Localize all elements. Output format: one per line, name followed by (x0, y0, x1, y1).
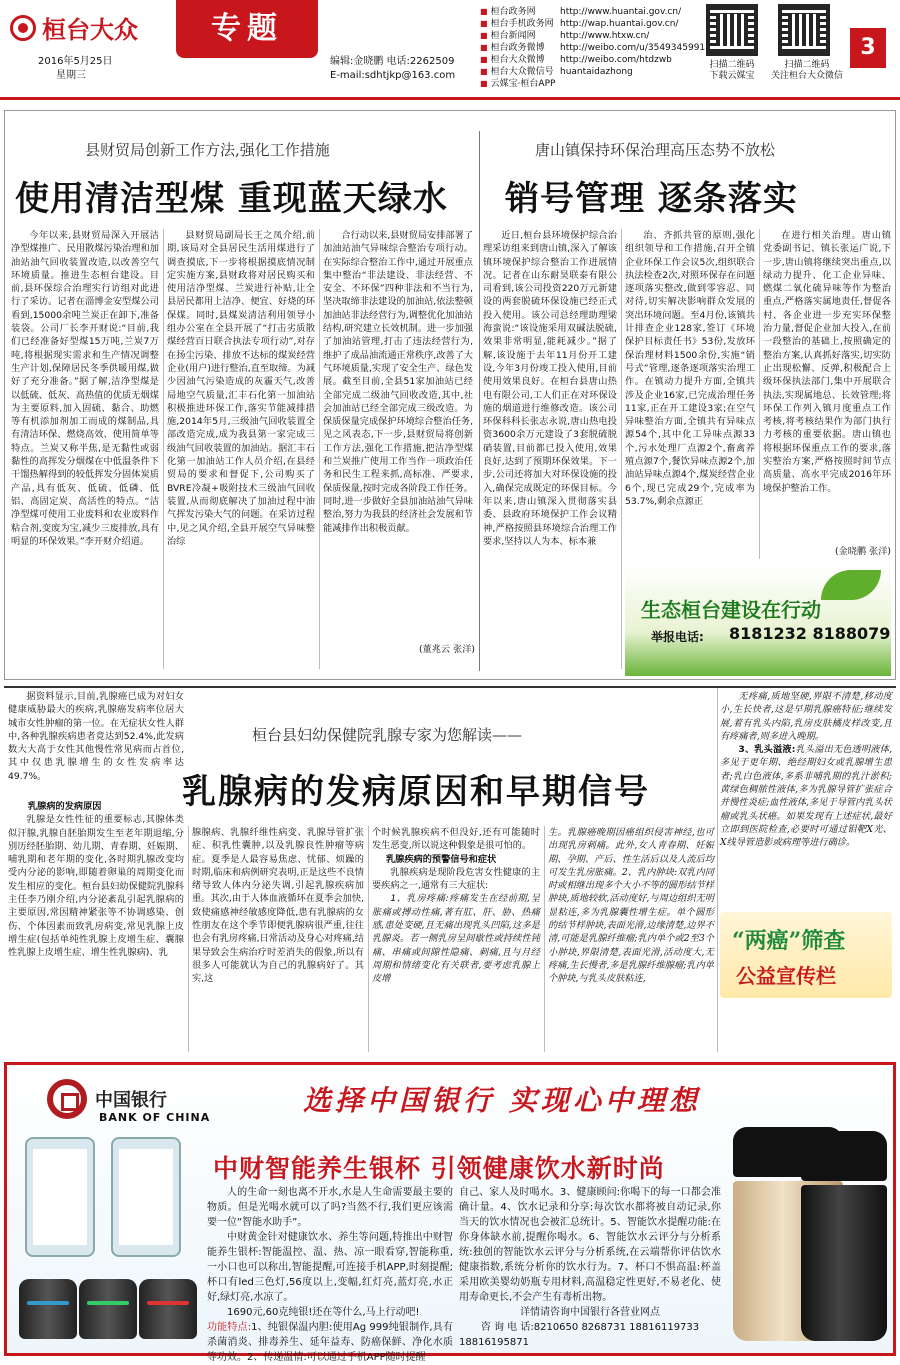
cup-icon (139, 1279, 197, 1339)
ad-body: 人的生命一刻也离不开水,水是人生命需要最主要的物质。但是光喝水就可以了吗?当然不行,我们更应该需要一位“智能水助手”。 中财黄金针对健康饮水、养生等问题,特推出中财智能养生银杯:智能温控、温、热、凉一眼看穿,智能称重,一小口也可以称出,智能提醒,可连接手机APP,时刻提醒;杯口有led三色灯,56度以上,变幅,红灯亮,蓝灯亮,水正好,绿灯亮,水凉了。 1690元,60克纯银!还在等什么,马上行动吧! 功能特点:1、纯银保温内胆:使用Ag 999纯银制作,具有杀菌消炎、排毒养生、延年益寿、防癌保鲜、净化水质等功效。2、传递温情:可以通过手机APP随时提醒 (207, 1187, 453, 1363)
newspaper-logo (10, 10, 138, 45)
editor-line: 编辑:金晓鹏 电话:2262509 (330, 56, 455, 67)
contact-link[interactable]: http://www.htxw.cn/ (560, 31, 650, 41)
hotline-numbers: 8181232 8188079 (729, 624, 891, 643)
ad-body: 自己、家人及时喝水。3、健康顾问:你喝下的每一口都会准确计量。4、饮水记录和分享:每次饮水都将被自动记录,你当天的饮水情况也会被汇总统计。5、智能饮水提醒功能:在你身体缺水前,提醒你喝水。6、智能饮水云评分与分析系统:独创的智能饮水云评分与分析系统,在云端帮你评估饮水健康指数,系统分析你的饮水行为。7、杯口不惧高温:杯盖采用欧美婴幼奶瓶专用材料,高温稳定性更好,不易老化、使用寿命更长,不会产生有毒析出物。 详情请咨询中国银行各营业网点 咨 询 电 话:8210650 8268731 18816119733 18816195871 (459, 1187, 721, 1348)
contact-link[interactable]: http://weibo.com/htdzwb (560, 55, 672, 65)
logo-icon (10, 15, 36, 41)
feature-label: 功能特点: (207, 1322, 252, 1333)
bank-advertisement (4, 1062, 896, 1363)
qr-caption: 扫描二维码 关注桓台大众微信 (770, 60, 843, 81)
article-column: 合行动以来,县财贸局安排部署了加油站油气异味综合整治专项行动。在实际综合整治工作中,通过开展重点集中整治“非法建设、非法经营、不安全、不环保”四种非法和不当行为,坚决取缔非法建设的加油站,依法整顿加油站非法经营行为,调整优化加油站结构,研究建立长效机制。进一步加强了加油站管理,打击了违法经营行为,维护了成品油流通正常秩序,改善了大气环境质量,实现了安全生产、绿色发展。截至目前,全县51家加油站已经全部完成二级油气回收改造,其中,社会加油站已经全部完成三级改造。为保质保量完成保护环境综合整治任务,见之风表态,下一步,县财贸局将创新工作方法,强化工作措施,把洁净型煤和兰炭推广使用工作当作一项政治任务和民生工程来抓,高标准、严要求,保质保量,按时完成各阶段工作任务。同时,进一步做好全县加油站油气异味整治,努力为我县的经济社会发展和节能减排作出积极贡献。 (323, 230, 473, 534)
section-subhead: 乳腺疾病的预警信号和症状 (386, 853, 497, 865)
bank-logo-icon (47, 1079, 87, 1119)
cup-icon (19, 1279, 77, 1339)
bank-name-en: BANK OF CHINA (99, 1111, 211, 1124)
article-kicker: 县财贸局创新工作方法,强化工作措施 (85, 141, 330, 159)
section-subhead: 3、乳头溢液: (738, 744, 796, 756)
section-subhead: 乳腺病的发病原因 (28, 801, 102, 812)
health-section (4, 686, 896, 1056)
contact-row: ■ 桓台政务微博 http://weibo.com/u/3549345991 (480, 42, 710, 54)
article-column: 治、齐抓共管的原则,强化组织领导和工作措施,召开全镇企业环保工作会议5次,组织联合执法检查2次,对照环保存在问题逐项落实整改,做到零容忍、同对待,切实解决影响群众发展的突出环境问题。至4月份,该镇共计排查企业128家,签订《环境保护目标责任书》53份,发放环保治理材料1500余份,实施“销号式”管理,逐条逐项落实治理工作。在镇动力提升方面,全镇共涉及企业16家,已完成治理任务11家,正在开工建设3家;在空气异味整治方面,全镇共有异味点源54个,其中化工异味点源33个,污水处理厂点源2个,畜禽养殖点源7个,餐饮异味点源2个,加油站异味点源4个,煤炭经营企业6个,现已完成29个,完成率为53.7%,剩余点源正 (625, 230, 755, 507)
environment-section (4, 110, 896, 680)
ad-contact: 详情请咨询中国银行各营业网点 (520, 1307, 660, 1318)
contact-row: ■ 桓台大众微信号 huantaidazhong (480, 66, 710, 78)
qr-code-icon[interactable] (778, 4, 830, 56)
ad-contact: 咨 询 电 话:8210650 8268731 18816119733 (480, 1322, 700, 1333)
editor-info (330, 55, 455, 83)
article-column: 据资料显示,目前,乳腺癌已成为对妇女健康威胁最大的疾病,乳腺癌发病率位居大城市女性肿瘤的第一位。在无症状女性人群中,各种乳腺疾病患者竟达到52.4%,此发病数大大高于女性其他慢性常见病而占首位,其中仅患乳腺增生的女性发病率达49.7%。 (8, 691, 184, 782)
qr-code-icon[interactable] (706, 4, 758, 56)
article-column: 生。乳腺癌晚期因癌组织侵害神经,也可出现乳房刺痛。此外,女人青春期、妊娠期、孕期、产后、性生活后以及人流后均可发生乳房胀痛。2、乳内肿块:双乳内同时或相继出现多个大小不等的圆形结节样肿块,质地较软,活动度好,与周边组织无明显粘连,多为乳腺囊性增生症。单个圆形的结节样肿块,表面光滑,边缘清楚,边界不清,可能是乳腺纤维瘤;乳内单个或2至3个小肿块,界限清楚,表面光滑,活动度大,无疼痛,生长慢者,多是乳腺纤维腺瘤;乳内单个肿块,与乳头皮肤粘连, (548, 827, 714, 985)
article-headline: 使用清洁型煤 重现蓝天绿水 (15, 179, 448, 219)
contact-row: ■ 桓台新闻网 http://www.htxw.cn/ (480, 30, 710, 42)
banner-title: 生态桓台建设在行动 (641, 598, 821, 622)
section-tab: 专题 (176, 0, 318, 58)
article-headline: 销号管理 逐条落实 (505, 179, 798, 219)
contact-row: ■ 桓台政务网 http://www.huantai.gov.cn/ (480, 6, 710, 18)
logo-text: 桓台大众 (42, 15, 138, 44)
contact-row: ■ 桓台手机政务网 http://wap.huantai.gov.cn/ (480, 18, 710, 30)
phone-icon (111, 1137, 181, 1257)
contact-value: huantaidazhong (560, 67, 633, 77)
date-text: 2016年5月25日 (38, 56, 113, 67)
contact-link[interactable]: http://wap.huantai.gov.cn/ (560, 19, 679, 29)
article-kicker: 桓台县妇幼保健院乳腺专家为您解读—— (252, 726, 523, 744)
contact-list (480, 6, 710, 90)
bank-name: 中国银行 (95, 1090, 167, 1111)
article-column: 近日,桓台县环境保护综合治理采访组来到唐山镇,深入了解该镇环境保护综合整治工作进展情况。记者在山东耐昊联泰有限公司看到,该公司投资220万元新建设的两套脱硫环保设施已经正式投入使用。该公司总经理助理梁海蛮说:“该设施采用双碱法脱硫,效果非常明显,能耗减少。”据了解,该设施于去年11月份开工建设,今年3月份竣工投入使用,目前使用效果良好。在桓台县唐山热电有限公司,工人们正在对环保设施的烟道进行维修改造。该公司环保科科长张志永说,唐山热电投资3600余万元建设了3套脱硫脱硝装置,目前都已投入使用,效果良好,达到了预期环保效果。下一步,公司还将加大对环保设施的投入,确保完成既定的环保目标。今年以来,唐山镇深入贯彻落实县委、县政府环境保护工作会议精神,严格按照县环境综合治理工作要求,坚持以人为本、标本兼 (483, 230, 617, 547)
contact-link[interactable]: http://www.huantai.gov.cn/ (560, 7, 682, 17)
leaf-icon (821, 570, 881, 600)
qr-caption: 扫描二维码 下载云媒宝 (709, 60, 755, 81)
contact-row: ■ 桓台大众微博 http://weibo.com/htdzwb (480, 54, 710, 66)
article-column: 无疼痛,质地坚硬,界限不清楚,移动度小,生长快者,这是早期乳腺癌特征;继续发展,着有乳头内陷,乳房皮肤橘皮样改变,且有疼痛者,则多进入晚期。 3、乳头溢液:乳头溢出无色透明液体,多见于更年期、绝经期妇女或乳腺增生患者;乳白色液体,多系非哺乳期的乳汁淤积;黄绿色稠脓性液体,多为乳腺导管扩张症合并慢性炎症;血性液体,多见于导管内乳头状瘤或乳头状癌。如果发现有上述症状,最好立即到医院检查,必要时可通过钼靶X光、X线导管造影或病理等进行确诊。 (720, 691, 892, 849)
issue-date (38, 55, 113, 83)
article-byline: (金晓鹏 张洋) (834, 546, 891, 557)
article-column: 腺腺病、乳腺纤维性病变、乳腺导管扩张症、积乳性囊肿,以及乳腺良性肿瘤等病症。夏季是人最容易焦虑、忧郁、烦躁的时期,临床和病例研究表明,正是这些不良情绪导致人体内分泌失调,引起乳腺疾病加重。其次,由于人体血液循环在夏季会加快,致使痛感神经敏感度降低,患有乳腺病的女性朋友在这个季节即便乳腺病很严重,往往也会有乳房疼痛,日常活动及身心对疼痛,结果导致会生病治疗时差消失的假象,所以有很多人可能就认为自己的乳腺病好了。其实,这 (192, 827, 364, 985)
masthead (0, 0, 900, 100)
screening-banner (720, 912, 892, 998)
article-column: 乳腺病的发病原因 乳腺是女性性征的重要标志,其腺体类似汗腺,乳腺自胚胎期发生至老年期退缩,分别历经胚胎期、幼儿期、青春期、妊娠期、哺乳期和老年期的变化,各时期乳腺改变均受内分泌的影响,即随着卵巢的周期变化而发生相应的变化。桓台县妇幼保健院乳腺科主任李乃刚介绍,内分泌紊乱引起乳腺病的主要原因,常因精神紧张等不协调感染、创伤、个体因素而致乳房病变,常见乳腺上皮增生症(包括单纯性乳腺上皮增生症、囊腺性乳腺上皮增生症、增生性乳腺病)、乳 (8, 801, 184, 959)
page-number: 3 (850, 28, 886, 68)
article-kicker: 唐山镇保持环保治理高压态势不放松 (535, 141, 776, 159)
cup-icon (79, 1279, 137, 1339)
article-column: 在进行相关治理。唐山镇党委副书记、镇长张运广说,下一步,唐山镇将继续突出重点,以绿动力提升、化工企业异味、燃煤二氧化硫异味等作为整治重点,严格落实属地责任,督促各村、各企业进一步充实环保整治力量,督促企业加大投入,在前一段整治的基础上,按照确定的整治方案,认真抓好落实,切实防止出现松懈、反弹,积极配合上级环保执法部门,集中开展联合执法,实现属地总、长效管理;将环保工作列入镇月度重点工作考核,将考核结果作为部门执行力考核的重要依据。唐山镇也将根据环保重点工作的要求,落实整治方案,严格按照时间节点高质量、高水平完成2016年环境保护整治工作。 (763, 230, 891, 494)
hotline-label: 举报电话: (651, 630, 704, 644)
ad-title: 中财智能养生银杯 引领健康饮水新时尚 (213, 1154, 665, 1183)
bottle-icon (801, 1131, 887, 1341)
ad-contact: 18816195871 (459, 1337, 529, 1348)
weekday-text: 星期三 (56, 70, 86, 81)
banner-line: 公益宣传栏 (736, 964, 836, 988)
article-byline: (董兆云 张洋) (418, 644, 475, 655)
product-illustration (15, 1129, 193, 1353)
article-headline: 乳腺病的发病原因和早期信号 (182, 772, 650, 812)
article-column: 个时候乳腺疾病不但没好,还有可能随时发生恶变,所以说这种假象是很可怕的。 乳腺疾病的预警信号和症状 乳腺疾病是现阶段危害女性健康的主要疾病之一,通常有三大症状: 1、乳房疼痛:疼痛发生在经前期,呈胀痛或搏动性痛,著有肛、肝、胁、热痛感,患处变硬,且无痛出现乳头凹陷,这多是乳腺炎。若一侧乳房呈间歇性或持续性钝痛、串痛或间隙性隐痛、刺痛,且与月经周期和情绪变化有关联者,要考虑乳腺上皮增 (372, 827, 540, 985)
article-column: 县财贸局副局长王之凤介绍,前期,该局对全县居民生活用煤进行了调查摸底,下一步将根据摸底情况制定实施方案,县财政将对居民购买和使用洁净型煤、兰炭进行补贴,让全县居民都用上洁净、便宜、好烧的环保煤。同时,县煤炭清洁利用领导小组办公室在全县开展了“打击劣质散煤经营百日联合执法专项行动”,对存在扬尘污染、排放不达标的煤炭经营企业(用户)进行整治,直至取缔。为减少因油气污染造成的灰霾天气,改善局地空气质量,汇丰石化第一加油站积极推进环保工作,落实节能减排措施,2014年5月,三级油气回收装置全部改造完成,成为我县第一家完成三级油气回收装置的加油站。据汇丰石化第一加油站工作人员介绍,在县经贸局的要求和督促下,公司购买了BVRE冷凝+吸附技术三级油气回收装置,从而彻底解决了加油过程中油气挥发污染大气的问题。在采访过程中,见之风介绍,全县开展空气异味整治综 (167, 230, 315, 547)
contact-link[interactable]: http://weibo.com/u/3549345991 (560, 43, 706, 53)
ad-slogan: 选择中国银行 实现心中理想 (303, 1084, 701, 1117)
phone-icon (25, 1137, 95, 1257)
banner-line: “两癌”筛查 (732, 928, 846, 954)
ad-price: 1690元,60克纯银!还在等什么,马上行动吧! (227, 1307, 420, 1318)
email-line: E-mail:sdhtjkp@163.com (330, 70, 456, 81)
eco-banner (625, 566, 891, 676)
article-column: 今年以来,县财贸局深入开展洁净型煤推广、民用散煤污染治理和加油站油气回收装置改造,以改善空气环境质量。推进生态桓台建设。目前,县环保综合治理实行访组对此进行了采访。记者在淄博金安型煤公司看到,15000余吨兰炭正在卸下,准备装袋。公司厂长李开财说:“目前,我们已经准备好型煤15万吨,兰炭7万吨,将根据现实需求和生产情况调整生产计划,保障居民冬季供暖用煤,做好了充分准备。”据了解,洁净型煤是以低硫、低灰、高热值的优质无烟煤为主要原料,加入固硫、黏合、助燃等有机添加剂加工而成的煤制品,具有清洁环保、燃烧高效、使用简单等特点。兰炭又称半焦,是无黏性或弱黏性的高挥发分烟煤在中低温条件下干馏热解得到的较低挥发分固体炭质产品,具有低灰、低硫、低磷、低铝、高固定炭、高活性的特点。“洁净型煤可使用工业废料和农业废料作粘合剂,变废为宝,减少三废排放,具有明显的环保效果。”李开财介绍道。 (11, 230, 159, 547)
contact-row: ■ 云媒宝·桓台APP (480, 78, 710, 90)
